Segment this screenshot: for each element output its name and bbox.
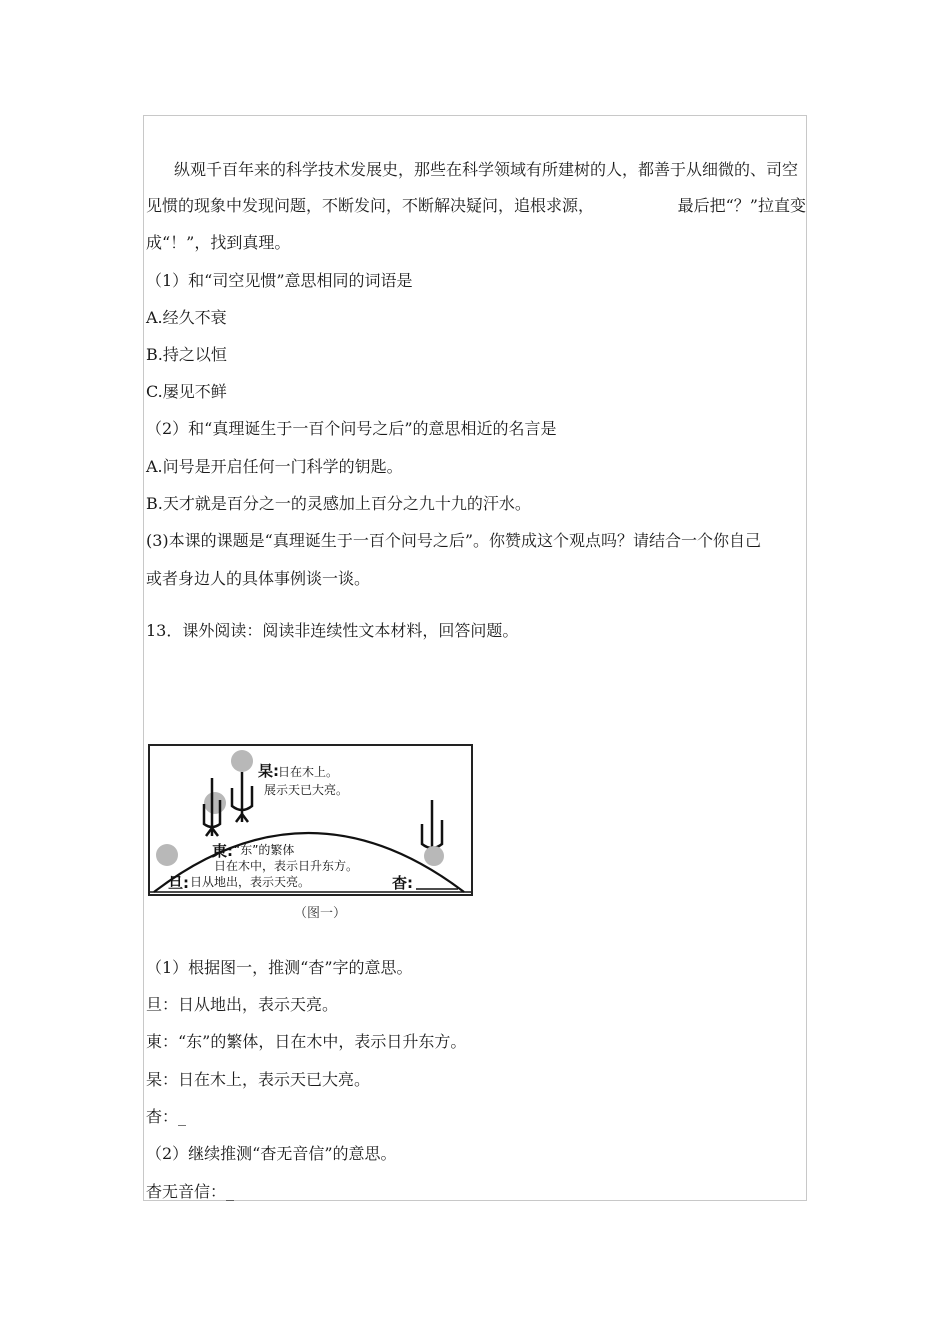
question-13-sub-2: （2）继续推测“杳无音信”的意思。 — [146, 1144, 397, 1163]
question-2-option-a: A.问号是开启任何一门科学的钥匙。 — [146, 457, 403, 476]
figure-caption: （图一） — [294, 906, 347, 921]
label-gao-text-2: 展示天已大亮。 — [264, 783, 349, 797]
question-13-sub-1: （1）根据图一，推测“杳”字的意思。 — [146, 958, 413, 977]
label-dong-char: 東: — [212, 842, 233, 860]
sun-gao-icon — [231, 750, 253, 772]
question-1-option-b: B.持之以恒 — [146, 345, 227, 364]
answer-yaowu: 杳无音信：_ — [146, 1182, 235, 1201]
question-1-option-a: A.经久不衰 — [146, 308, 227, 327]
passage-line-2 — [146, 196, 806, 216]
question-13-title: 13．课外阅读：阅读非连续性文本材料，回答问题。 — [146, 621, 519, 640]
label-dan-text: 日从地出，表示天亮。 — [190, 875, 311, 889]
label-gao-text-1: 日在木上。 — [278, 765, 339, 779]
sun-yao-icon — [424, 846, 444, 866]
definition-dong: 東：“东”的繁体，日在木中，表示日升东方。 — [146, 1032, 467, 1051]
sun-east-icon — [204, 792, 226, 814]
question-3-line-2: 或者身边人的具体事例谈一谈。 — [146, 569, 371, 588]
question-1-option-c: C.屡见不鲜 — [146, 382, 227, 401]
label-gao-char: 杲: — [258, 762, 279, 780]
label-dong-text-2: 日在木中，表示日升东方。 — [214, 859, 359, 873]
label-dong-text-1: “东”的繁体 — [234, 843, 295, 857]
passage-line-2-part-b: 最后把“？”拉直变 — [677, 196, 806, 215]
figure-one — [148, 744, 474, 926]
definition-dan: 旦：日从地出，表示天亮。 — [146, 995, 339, 1014]
question-2: （2）和“真理诞生于一百个问号之后”的意思相近的名言是 — [146, 419, 557, 438]
question-3-line-1: (3)本课的课题是“真理诞生于一百个问号之后”。你赞成这个观点吗？请结合一个你自己 — [146, 531, 762, 550]
passage-line-3: 成“！”，找到真理。 — [146, 233, 291, 252]
passage-line-2-part-a: 见惯的现象中发现问题，不断发问，不断解决疑问，追根求源， — [146, 196, 595, 215]
definition-gao: 杲：日在木上，表示天已大亮。 — [146, 1070, 371, 1089]
question-1: （1）和“司空见惯”意思相同的词语是 — [146, 271, 413, 290]
passage-line-1: 纵观千百年来的科学技术发展史，那些在科学领域有所建树的人，都善于从细微的、司空 — [174, 160, 799, 179]
label-yao-char: 杳: — [392, 874, 413, 892]
question-2-option-b: B.天才就是百分之一的灵感加上百分之九十九的汗水。 — [146, 494, 531, 513]
label-dan-char: 旦: — [168, 874, 189, 892]
document-page — [143, 115, 807, 1201]
answer-yao: 杳：_ — [146, 1107, 187, 1126]
sun-dawn-icon — [156, 844, 178, 866]
